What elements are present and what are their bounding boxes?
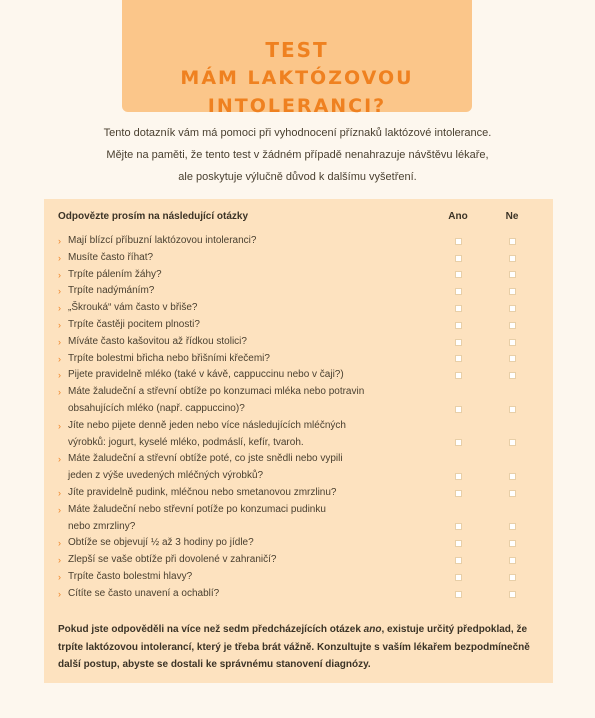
- question-text-line: Trpíte často bolestmi hlavy?: [68, 570, 193, 582]
- answer-yes-checkbox[interactable]: [455, 305, 462, 312]
- answer-yes-checkbox[interactable]: [455, 355, 462, 362]
- question-text: [68, 502, 431, 536]
- answer-yes-checkbox[interactable]: [455, 271, 462, 278]
- question-row: [58, 250, 539, 267]
- answer-no-cell: [485, 300, 539, 317]
- question-text: [68, 535, 431, 552]
- question: [58, 384, 431, 418]
- question-text: [68, 384, 431, 418]
- answer-yes-cell: [431, 468, 485, 485]
- answer-no-cell: [485, 435, 539, 452]
- chevron-right-icon: ›: [58, 353, 61, 364]
- question-text-line: Trpíte častěji pocitem plnosti?: [68, 318, 200, 330]
- answer-yes-checkbox[interactable]: [455, 322, 462, 329]
- question-text-line: jeden z výše uvedených mléčných výrobků?: [68, 470, 264, 482]
- chevron-right-icon: ›: [58, 387, 61, 398]
- answer-no-cell: [485, 586, 539, 603]
- question: [58, 300, 431, 317]
- answer-yes-checkbox[interactable]: [455, 255, 462, 262]
- question-row: [58, 451, 539, 485]
- question-text-line: výrobků: jogurt, kyselé mléko, podmáslí, kefír, tvaroh.: [68, 436, 304, 448]
- answer-no-checkbox[interactable]: [509, 288, 516, 295]
- answer-no-cell: [485, 552, 539, 569]
- question-text: [68, 283, 431, 300]
- answer-no-cell: [485, 233, 539, 250]
- answer-no-cell: [485, 535, 539, 552]
- answer-yes-checkbox[interactable]: [455, 490, 462, 497]
- question-row: [58, 552, 539, 569]
- question-text: [68, 552, 431, 569]
- question: [58, 334, 431, 351]
- answer-yes-checkbox[interactable]: [455, 439, 462, 446]
- answer-yes-cell: [431, 267, 485, 284]
- questionnaire-header-text: Odpovězte prosím na následující otázky: [58, 210, 249, 222]
- answer-no-checkbox[interactable]: [509, 355, 516, 362]
- question-text-line: obsahujících mléko (např. cappuccino)?: [68, 402, 245, 414]
- answer-yes-checkbox[interactable]: [455, 523, 462, 530]
- answer-no-cell: [485, 367, 539, 384]
- question-text: [68, 367, 431, 384]
- answer-no-checkbox[interactable]: [509, 271, 516, 278]
- answer-yes-cell: [431, 300, 485, 317]
- chevron-right-icon: ›: [58, 571, 61, 582]
- answer-no-checkbox[interactable]: [509, 372, 516, 379]
- answer-no-checkbox[interactable]: [509, 473, 516, 480]
- question-row: [58, 418, 539, 452]
- answer-yes-cell: [431, 569, 485, 586]
- question: [58, 418, 431, 452]
- question: [58, 351, 431, 368]
- answer-yes-cell: [431, 401, 485, 418]
- answer-yes-cell: [431, 351, 485, 368]
- question-text: [68, 334, 431, 351]
- answer-no-checkbox[interactable]: [509, 557, 516, 564]
- chevron-right-icon: ›: [58, 487, 61, 498]
- question-text: [68, 267, 431, 284]
- question-text-line: Máte žaludeční nebo střevní potíže po konzumaci pudinku: [68, 503, 326, 515]
- question: [58, 451, 431, 485]
- chevron-right-icon: ›: [58, 454, 61, 465]
- answer-yes-cell: [431, 250, 485, 267]
- question-text: [68, 418, 431, 452]
- answer-yes-checkbox[interactable]: [455, 238, 462, 245]
- answer-no-cell: [485, 250, 539, 267]
- question-text: [68, 250, 431, 267]
- answer-yes-cell: [431, 283, 485, 300]
- question-text-line: nebo zmrzliny?: [68, 520, 136, 532]
- question-text-line: Trpíte nadýmáním?: [68, 285, 155, 297]
- question-text-line: Trpíte pálením žáhy?: [68, 268, 162, 280]
- question-text-line: Máte žaludeční a střevní obtíže po konzumaci mléka nebo potravin: [68, 386, 365, 398]
- questionnaire-header: [58, 208, 539, 224]
- question-text-line: Musíte často říhat?: [68, 251, 154, 263]
- answer-no-cell: [485, 334, 539, 351]
- answer-no-cell: [485, 351, 539, 368]
- question-row: [58, 267, 539, 284]
- column-header-yes: Ano: [448, 210, 468, 222]
- intro-line: Tento dotazník vám má pomoci při vyhodnocení příznaků laktózové intolerance.: [103, 127, 492, 139]
- answer-yes-cell: [431, 586, 485, 603]
- question-text: [68, 233, 431, 250]
- result-note-part-1: Pokud jste odpověděli na více než sedm předcházejících otázek: [58, 624, 364, 635]
- answer-yes-checkbox[interactable]: [455, 473, 462, 480]
- answer-no-cell: [485, 267, 539, 284]
- question-row: [58, 351, 539, 368]
- chevron-right-icon: ›: [58, 504, 61, 515]
- question-row: [58, 502, 539, 536]
- chevron-right-icon: ›: [58, 538, 61, 549]
- answer-no-cell: [485, 519, 539, 536]
- answer-no-checkbox[interactable]: [509, 406, 516, 413]
- question-text: [68, 451, 431, 485]
- question-row: [58, 485, 539, 502]
- question-text: [68, 300, 431, 317]
- answer-yes-cell: [431, 233, 485, 250]
- question-list: [58, 233, 539, 603]
- answer-no-cell: [485, 283, 539, 300]
- answer-yes-cell: [431, 485, 485, 502]
- question-text-line: Obtíže se objevují ½ až 3 hodiny po jídle?: [68, 537, 254, 549]
- answer-no-cell: [485, 317, 539, 334]
- chevron-right-icon: ›: [58, 370, 61, 381]
- question-row: [58, 300, 539, 317]
- intro-text: [0, 122, 595, 188]
- page-title-line-2: MÁM LAKTÓZOVOU INTOLERANCI?: [180, 67, 414, 117]
- question-row: [58, 384, 539, 418]
- answer-yes-cell: [431, 552, 485, 569]
- answer-no-checkbox[interactable]: [509, 238, 516, 245]
- intro-line: Mějte na paměti, že tento test v žádném případě nenahrazuje návštěvu lékaře,: [106, 149, 489, 161]
- answer-yes-cell: [431, 535, 485, 552]
- question: [58, 569, 431, 586]
- answer-no-checkbox[interactable]: [509, 305, 516, 312]
- answer-yes-checkbox[interactable]: [455, 372, 462, 379]
- answer-no-checkbox[interactable]: [509, 490, 516, 497]
- answer-yes-checkbox[interactable]: [455, 540, 462, 547]
- question: [58, 367, 431, 384]
- answer-yes-cell: [431, 317, 485, 334]
- answer-yes-cell: [431, 367, 485, 384]
- column-header-no: Ne: [505, 210, 519, 222]
- answer-yes-cell: [431, 435, 485, 452]
- chevron-right-icon: ›: [58, 420, 61, 431]
- question-text-line: Zlepší se vaše obtíže při dovolené v zahraničí?: [68, 554, 277, 566]
- answer-no-checkbox[interactable]: [509, 523, 516, 530]
- result-note-emphasis: ano: [363, 624, 382, 635]
- question-text-line: Pijete pravidelně mléko (také v kávě, cappuccinu nebo v čaji?): [68, 369, 344, 381]
- question-text: [68, 485, 431, 502]
- question-row: [58, 233, 539, 250]
- answer-yes-checkbox[interactable]: [455, 591, 462, 598]
- answer-no-checkbox[interactable]: [509, 540, 516, 547]
- answer-no-cell: [485, 485, 539, 502]
- answer-no-checkbox[interactable]: [509, 439, 516, 446]
- question-text-line: Trpíte bolestmi břicha nebo břišními křečemi?: [68, 352, 270, 364]
- question-row: [58, 367, 539, 384]
- answer-no-checkbox[interactable]: [509, 322, 516, 329]
- question: [58, 250, 431, 267]
- answer-no-checkbox[interactable]: [509, 339, 516, 346]
- answer-no-cell: [485, 569, 539, 586]
- question: [58, 586, 431, 603]
- answer-yes-checkbox[interactable]: [455, 288, 462, 295]
- chevron-right-icon: ›: [58, 336, 61, 347]
- answer-no-cell: [485, 401, 539, 418]
- question: [58, 317, 431, 334]
- question: [58, 502, 431, 536]
- question-row: [58, 586, 539, 603]
- chevron-right-icon: ›: [58, 555, 61, 566]
- question-row: [58, 283, 539, 300]
- chevron-right-icon: ›: [58, 588, 61, 599]
- result-note-part-2: , existuje určitý předpoklad, že trpíte laktózovou intolerancí, který je třeba brát vážně. Konzultujte s vaším lékařem bezpodmínečně další postup, abyste se dostali ke správnému stanovení diagnózy.: [58, 624, 530, 670]
- answer-no-cell: [485, 468, 539, 485]
- page-title-line-1: TEST: [265, 38, 329, 62]
- question-row: [58, 334, 539, 351]
- chevron-right-icon: ›: [58, 303, 61, 314]
- title-banner: [122, 0, 472, 117]
- question-text-line: Míváte často kašovitou až řídkou stolici?: [68, 335, 247, 347]
- question: [58, 267, 431, 284]
- answer-yes-cell: [431, 519, 485, 536]
- result-note: [58, 621, 538, 674]
- questionnaire-card: [44, 199, 553, 683]
- question-text: [68, 317, 431, 334]
- question-text-line: Cítíte se často unavení a ochablí?: [68, 587, 220, 599]
- question-text: [68, 351, 431, 368]
- intro-line: ale poskytuje výlučně důvod k dalšímu vyšetření.: [178, 171, 417, 183]
- chevron-right-icon: ›: [58, 252, 61, 263]
- answer-no-checkbox[interactable]: [509, 591, 516, 598]
- question-text-line: Jíte nebo pijete denně jeden nebo více následujících mléčných: [68, 419, 346, 431]
- answer-yes-cell: [431, 334, 485, 351]
- question-text: [68, 586, 431, 603]
- chevron-right-icon: ›: [58, 269, 61, 280]
- question-text-line: Máte žaludeční a střevní obtíže poté, co jste snědli nebo vypili: [68, 453, 343, 465]
- question: [58, 233, 431, 250]
- question-row: [58, 535, 539, 552]
- question: [58, 552, 431, 569]
- question-text-line: Jíte pravidelně pudink, mléčnou nebo smetanovou zmrzlinu?: [68, 486, 337, 498]
- question-text-line: Mají blízcí příbuzní laktózovou intoleranci?: [68, 235, 257, 246]
- chevron-right-icon: ›: [58, 319, 61, 330]
- answer-no-checkbox[interactable]: [509, 255, 516, 262]
- question-row: [58, 569, 539, 586]
- question-text: [68, 569, 431, 586]
- chevron-right-icon: ›: [58, 236, 61, 246]
- question: [58, 283, 431, 300]
- answer-no-checkbox[interactable]: [509, 574, 516, 581]
- question: [58, 485, 431, 502]
- question-text-line: „Škrouká“ vám často v břiše?: [68, 302, 198, 314]
- question-row: [58, 317, 539, 334]
- answer-yes-checkbox[interactable]: [455, 557, 462, 564]
- answer-yes-checkbox[interactable]: [455, 406, 462, 413]
- answer-yes-checkbox[interactable]: [455, 574, 462, 581]
- chevron-right-icon: ›: [58, 286, 61, 297]
- question: [58, 535, 431, 552]
- answer-yes-checkbox[interactable]: [455, 339, 462, 346]
